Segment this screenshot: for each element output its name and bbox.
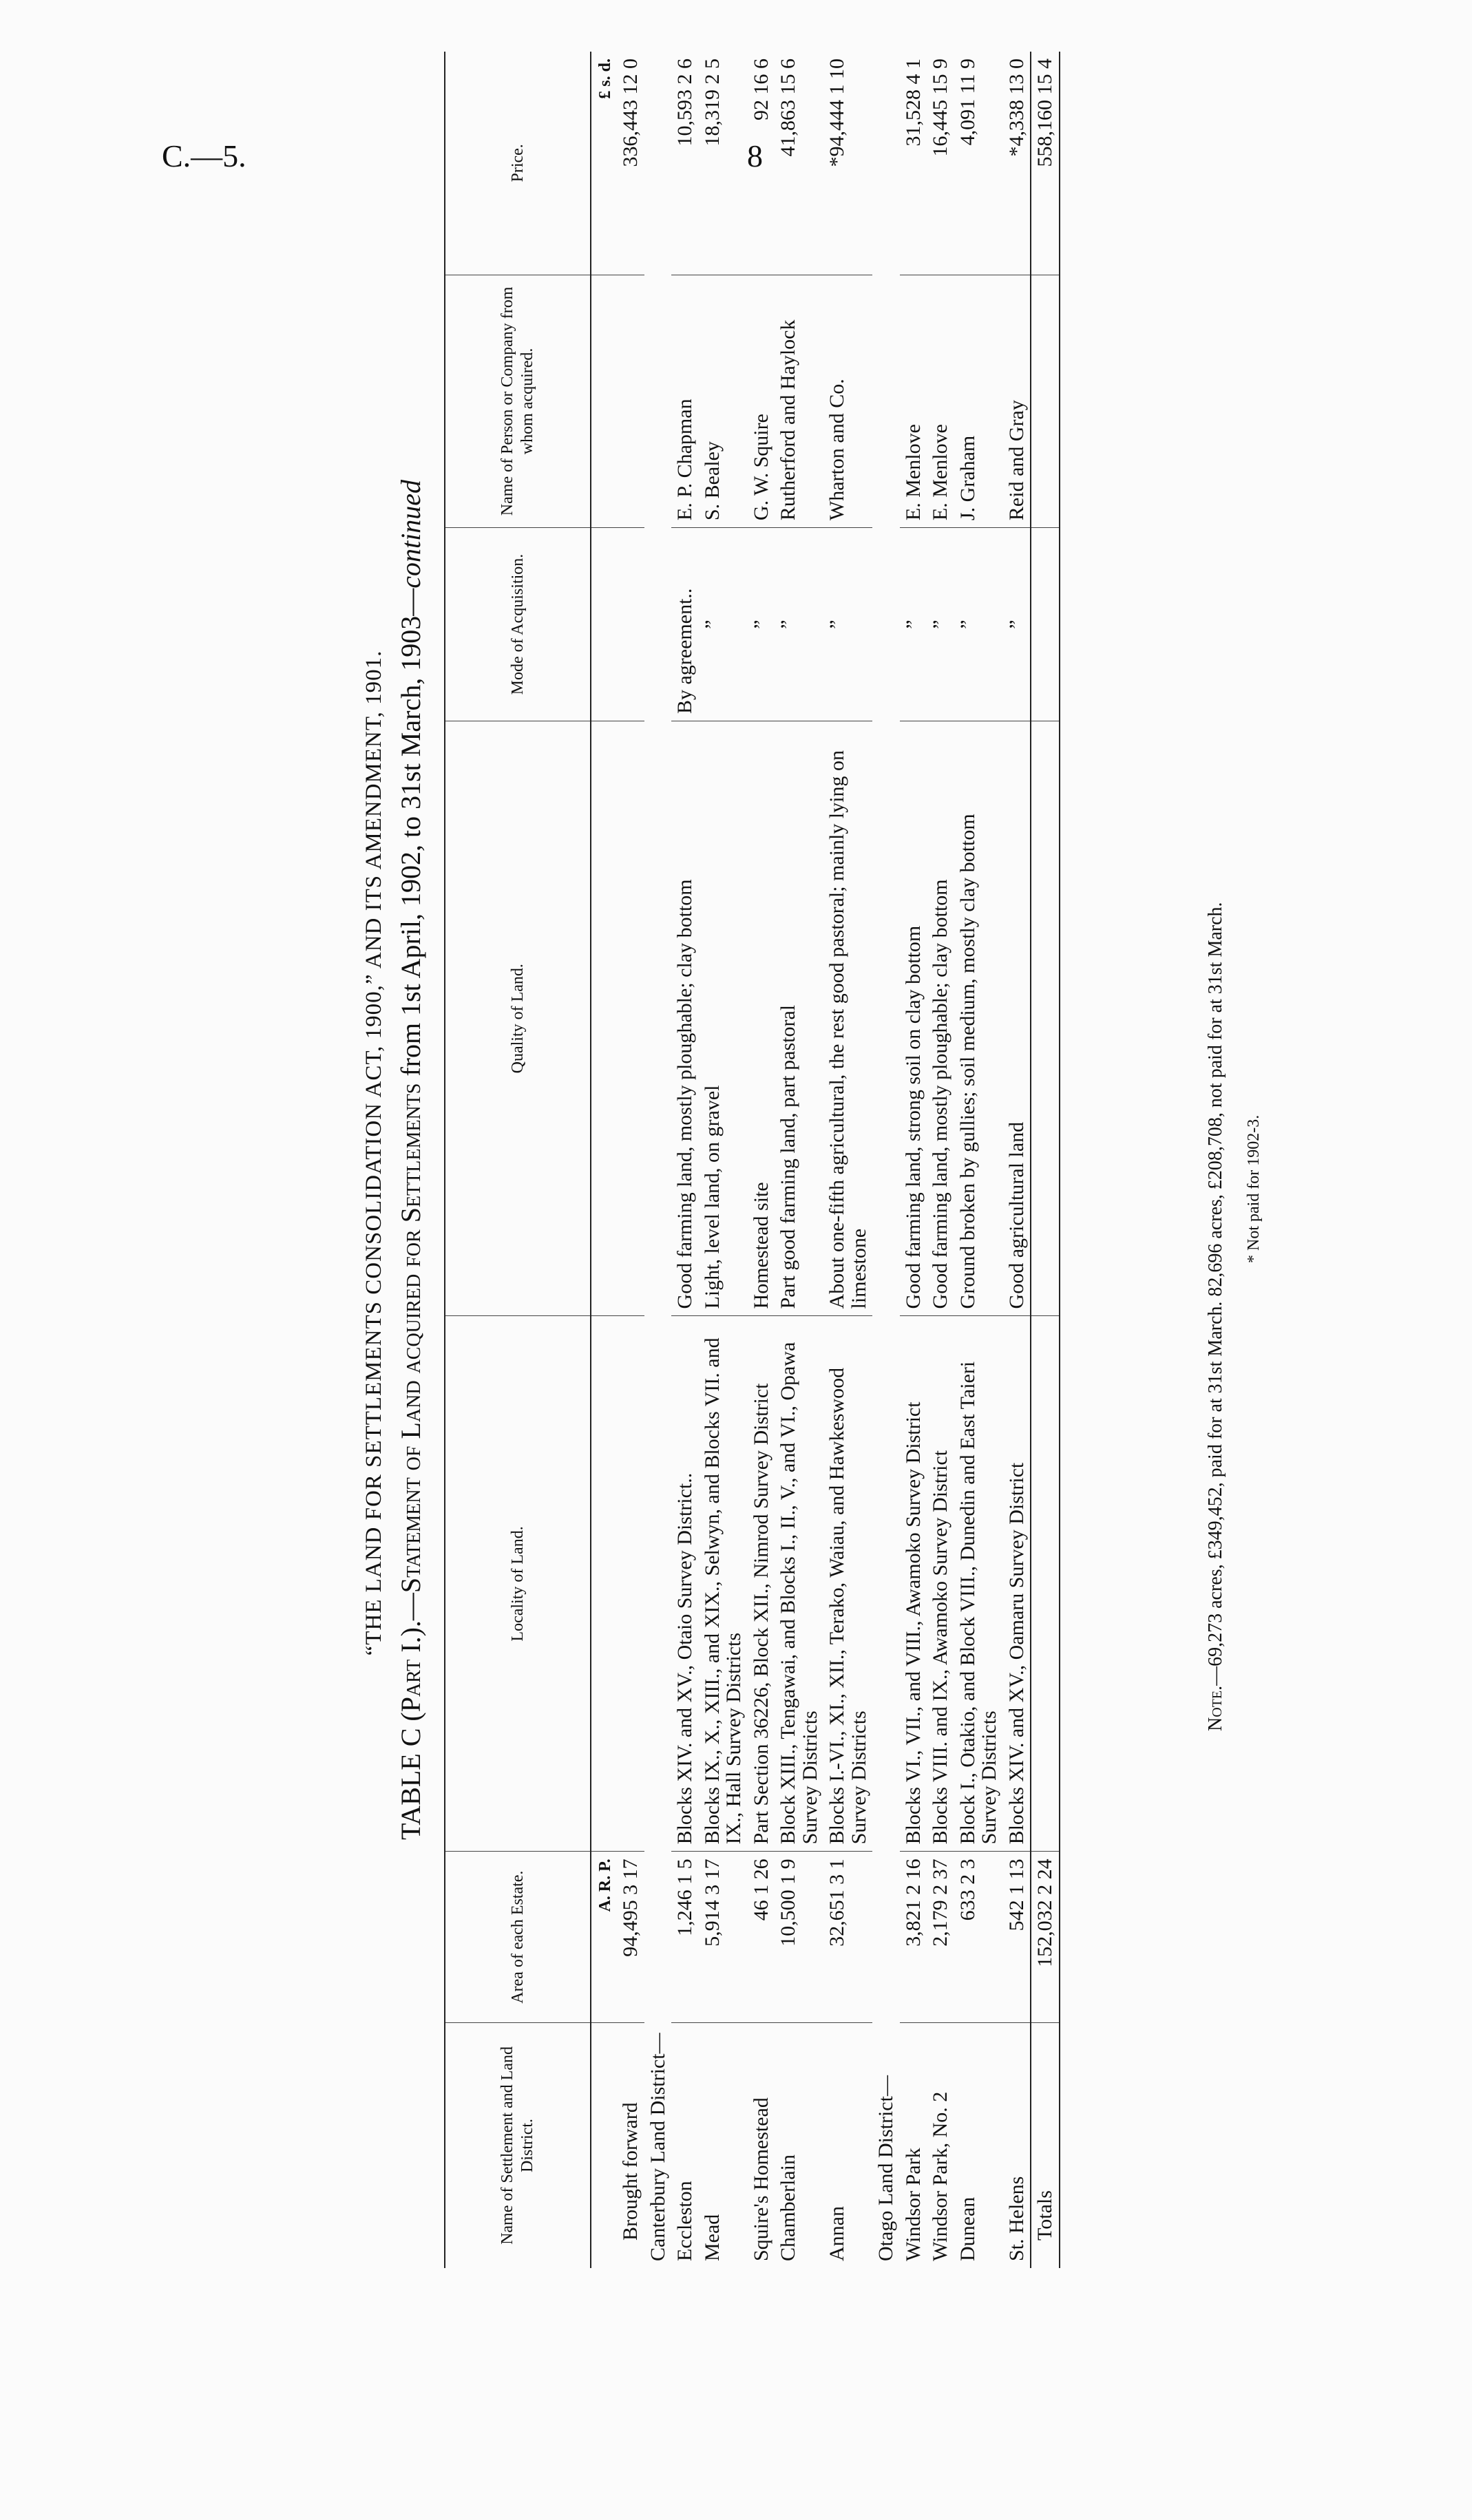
area: 3,821 2 16 bbox=[900, 1852, 927, 2023]
mode: ” bbox=[900, 528, 927, 721]
mode: ” bbox=[699, 528, 748, 721]
price: 92 16 6 bbox=[748, 52, 775, 275]
settlement-name: Chamberlain bbox=[777, 2154, 800, 2261]
header-row bbox=[445, 52, 591, 2268]
person: E. P. Chapman bbox=[671, 275, 699, 527]
price: *94,444 1 10 bbox=[823, 52, 872, 275]
area: 1,246 1 5 bbox=[671, 1852, 699, 2023]
header-locality: Locality of Land. bbox=[445, 1316, 591, 1852]
settlement-name: Annan bbox=[826, 2206, 849, 2261]
header-person: Name of Person or Company from whom acquired. bbox=[445, 275, 591, 527]
table-row bbox=[900, 52, 927, 2268]
area: 633 2 3 bbox=[954, 1852, 1003, 2023]
document-title: “THE LAND FOR SETTLEMENTS CONSOLIDATION ACT, 1900,” AND ITS AMENDMENT, 1901. bbox=[361, 650, 386, 1656]
totals-row bbox=[1031, 52, 1060, 2268]
person: G. W. Squire bbox=[748, 275, 775, 527]
table-row bbox=[823, 52, 872, 2268]
header-area: Area of each Estate. bbox=[445, 1852, 591, 2023]
price: 336,443 12 0 bbox=[617, 52, 644, 275]
locality: Blocks XIV. and XV., Otaio Survey District.. bbox=[671, 1316, 699, 1852]
person: E. Menlove bbox=[900, 275, 927, 527]
settlement-table bbox=[444, 52, 1060, 2268]
person: Wharton and Co. bbox=[823, 275, 872, 527]
settlement-name: Windsor Park, No. 2 bbox=[929, 2091, 952, 2261]
price-units: £ s. d. bbox=[591, 52, 617, 275]
person: Rutherford and Haylock bbox=[775, 275, 823, 527]
table-subtitle bbox=[395, 24, 427, 2296]
price: 41,863 15 6 bbox=[775, 52, 823, 275]
settlement-name: Brought forward bbox=[619, 2102, 642, 2241]
mode: ” bbox=[748, 528, 775, 721]
subtitle-part: Part bbox=[395, 1659, 426, 1713]
locality: Blocks I.-VI., XI., XII., Terako, Waiau, and Hawkeswood Survey Districts bbox=[823, 1316, 872, 1852]
quality: About one-fifth agricultural, the rest good pastoral; mainly lying on limestone bbox=[823, 721, 872, 1316]
header-quality: Quality of Land. bbox=[445, 721, 591, 1316]
area: 10,500 1 9 bbox=[775, 1852, 823, 2023]
totals-price: 558,160 15 4 bbox=[1031, 52, 1060, 275]
table-row bbox=[775, 52, 823, 2268]
settlement-name: Eccleston bbox=[673, 2181, 697, 2261]
quality: Light, level land, on gravel bbox=[699, 721, 748, 1316]
subtitle-continued: continued bbox=[395, 480, 426, 589]
settlement-name: Dunean bbox=[956, 2196, 979, 2261]
table-row bbox=[748, 52, 775, 2268]
quality: Good farming land, mostly ploughable; clay bottom bbox=[671, 721, 699, 1316]
area: 542 1 13 bbox=[1003, 1852, 1031, 2023]
quality: Good farming land, mostly ploughable; clay bottom bbox=[927, 721, 954, 1316]
subtitle-statement: Statement of Land acquired for Settlements bbox=[395, 1083, 426, 1593]
locality bbox=[617, 1316, 644, 1852]
price: 18,319 2 5 bbox=[699, 52, 748, 275]
quality: Good farming land, strong soil on clay bottom bbox=[900, 721, 927, 1316]
header-name: Name of Settlement and Land District. bbox=[445, 2022, 591, 2268]
quality: Homestead site bbox=[748, 721, 775, 1316]
locality: Part Section 36226, Block XII., Nimrod Survey District bbox=[748, 1316, 775, 1852]
table-footnote: * Not paid for 1902-3. bbox=[1245, 1114, 1263, 1263]
table-row bbox=[671, 52, 699, 2268]
settlement-name: Squire's Homestead bbox=[749, 2097, 772, 2261]
district-heading: Canterbury Land District— bbox=[646, 2033, 669, 2261]
locality: Block I., Otakio, and Block VIII., Dunedin and East Taieri Survey Districts bbox=[954, 1316, 1003, 1852]
area-units: A. R. P. bbox=[591, 1852, 617, 2023]
rotated-table-sheet bbox=[361, 24, 1394, 2296]
locality: Blocks VI., VII., and VIII., Awamoko Survey District bbox=[900, 1316, 927, 1852]
quality: Part good farming land, part pastoral bbox=[775, 721, 823, 1316]
table-row bbox=[699, 52, 748, 2268]
totals-area: 152,032 2 24 bbox=[1031, 1852, 1060, 2023]
header-mode: Mode of Acquisition. bbox=[445, 528, 591, 721]
totals-label: Totals bbox=[1031, 2022, 1060, 2268]
area: 46 1 26 bbox=[748, 1852, 775, 2023]
locality: Blocks VIII. and IX., Awamoko Survey District bbox=[927, 1316, 954, 1852]
district-heading-row bbox=[644, 52, 672, 2268]
person bbox=[617, 275, 644, 527]
settlement-name: Mead bbox=[700, 2214, 724, 2261]
mode: ” bbox=[1003, 528, 1031, 721]
mode: ” bbox=[927, 528, 954, 721]
mode: ” bbox=[823, 528, 872, 721]
area: 94,495 3 17 bbox=[617, 1852, 644, 2023]
settlement-name: Windsor Park bbox=[901, 2148, 925, 2261]
area: 5,914 3 17 bbox=[699, 1852, 748, 2023]
header-price: Price. bbox=[445, 52, 591, 275]
person: J. Graham bbox=[954, 275, 1003, 527]
table-row bbox=[954, 52, 1003, 2268]
price: 10,593 2 6 bbox=[671, 52, 699, 275]
table-note bbox=[1205, 902, 1227, 1731]
quality: Ground broken by gullies; soil medium, mostly clay bottom bbox=[954, 721, 1003, 1316]
district-heading-row bbox=[872, 52, 900, 2268]
area: 32,651 3 1 bbox=[823, 1852, 872, 2023]
locality: Blocks IX., X., XIII., and XIX., Selwyn, and Blocks VII. and IX., Hall Survey Districts bbox=[699, 1316, 748, 1852]
area: 2,179 2 37 bbox=[927, 1852, 954, 2023]
person: E. Menlove bbox=[927, 275, 954, 527]
subtitle-part-rest: I.).— bbox=[395, 1593, 426, 1660]
price: 4,091 11 9 bbox=[954, 52, 1003, 275]
settlement-name: St. Helens bbox=[1005, 2176, 1028, 2261]
mode: By agreement.. bbox=[671, 528, 699, 721]
price: 31,528 4 1 bbox=[900, 52, 927, 275]
subtitle-table: TABLE C ( bbox=[395, 1712, 426, 1840]
quality bbox=[617, 721, 644, 1316]
table-row bbox=[927, 52, 954, 2268]
note-text: .—69,273 acres, £349,452, paid for at 31st March. 82,696 acres, £208,708, not paid for at 31st March. bbox=[1205, 902, 1226, 1691]
table-row bbox=[1003, 52, 1031, 2268]
page-code: C.—5. bbox=[162, 138, 246, 173]
person: Reid and Gray bbox=[1003, 275, 1031, 527]
page-number: 8 bbox=[747, 138, 763, 173]
quality: Good agricultural land bbox=[1003, 721, 1031, 1316]
subtitle-period: from 1st April, 1902, to 31st March, 1903— bbox=[395, 588, 426, 1083]
district-heading: Otago Land District— bbox=[874, 2075, 898, 2261]
units-row bbox=[591, 52, 617, 2268]
locality: Blocks XIV. and XV., Oamaru Survey District bbox=[1003, 1316, 1031, 1852]
price: *4,338 13 0 bbox=[1003, 52, 1031, 275]
mode bbox=[617, 528, 644, 721]
price: 16,445 15 9 bbox=[927, 52, 954, 275]
locality: Block XIII., Tengawai, and Blocks I., II., V., and VI., Opawa Survey Districts bbox=[775, 1316, 823, 1852]
person: S. Bealey bbox=[699, 275, 748, 527]
table-row bbox=[617, 52, 644, 2268]
mode: ” bbox=[954, 528, 1003, 721]
note-label: Note bbox=[1205, 1690, 1226, 1731]
mode: ” bbox=[775, 528, 823, 721]
